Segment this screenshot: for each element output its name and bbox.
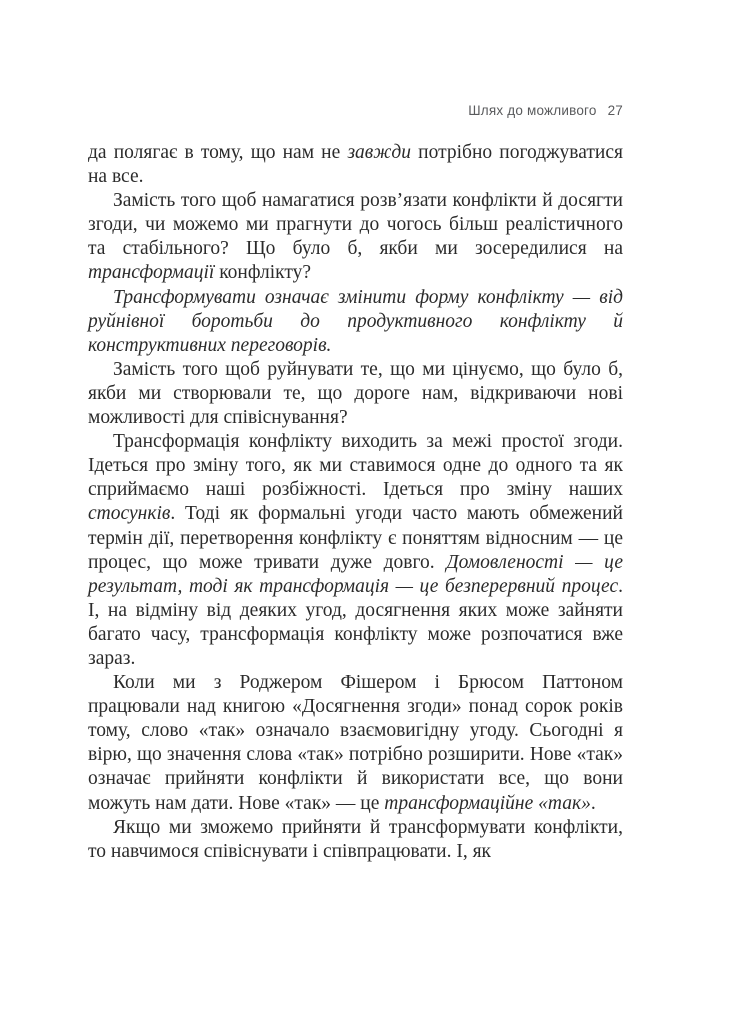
paragraph bbox=[88, 816, 623, 864]
running-head bbox=[88, 103, 623, 119]
emphasis-text-run: трансформаційне «так» bbox=[384, 792, 591, 814]
emphasis-text-run: Домовленості — це результат, тоді як трансформація — це безперервний процес bbox=[88, 551, 623, 597]
chapter-title: Шлях до можливого bbox=[468, 103, 597, 118]
text-run: Трансформація конфлікту виходить за межі простої згоди. Ідеться про зміну того, як ми ставимося одне до одного та як сприймаємо наші розбіжності. Ідеться про зміну наших bbox=[88, 431, 623, 501]
emphasis-text-run: Трансформувати означає змінити форму конфлікту — від руйнівної боротьби до продуктивного конфлікту й конструктивних переговорів. bbox=[88, 286, 623, 356]
text-run: Коли ми з Роджером Фішером і Брюсом Паттоном працювали над книгою «Досягнення згоди» понад сорок років тому, слово «так» означало взаємовигідну угоду. Сьогодні я вірю, що значення слова «так» потрібно розширити. Нове «так» означає прийняти конфлікти й використати все, що вони можуть нам дати. Нове «так» — це bbox=[88, 672, 623, 814]
paragraph bbox=[88, 671, 623, 816]
paragraph bbox=[88, 358, 623, 430]
text-run: потрібно погоджуватися на все. bbox=[88, 142, 623, 188]
body-text bbox=[88, 141, 623, 864]
text-run: . Тоді як формальні угоди часто мають обмежений термін дії, перетворення конфлікту є поняттям відносним — це процес, що може тривати дуже довго. bbox=[88, 503, 623, 573]
paragraph bbox=[88, 141, 623, 189]
text-run: Замість того щоб руйнувати те, що ми цінуємо, що було б, якби ми створювали те, що дороге нам, відкриваючи нові можливості для співіснування? bbox=[88, 358, 623, 429]
page-number: 27 bbox=[607, 103, 623, 118]
text-run: . І, на відміну від деяких угод, досягнення яких може зайняти багато часу, трансформація конфлікту може розпочатися вже зараз. bbox=[88, 575, 623, 669]
emphasis-text-run: трансформації bbox=[88, 262, 215, 284]
paragraph bbox=[88, 286, 623, 358]
text-run: . bbox=[590, 792, 596, 814]
emphasis-text-run: завжди bbox=[347, 142, 412, 163]
text-run: Якщо ми зможемо прийняти й трансформувати конфлікти, то навчимося співіснувати і співпрацювати. І, як bbox=[88, 816, 623, 862]
paragraph bbox=[88, 430, 623, 671]
text-run: да полягає в тому, що нам не bbox=[88, 142, 348, 163]
emphasis-text-run: стосунків bbox=[88, 503, 171, 525]
paragraph bbox=[88, 189, 623, 285]
text-run: Замість того щоб намагатися розв’язати конфлікти й досягти згоди, чи можемо ми прагнути до чогось більш реалістичного та стабільного? Що було б, якби ми зосередилися на bbox=[88, 190, 623, 260]
text-run: конфлікту? bbox=[214, 262, 312, 284]
